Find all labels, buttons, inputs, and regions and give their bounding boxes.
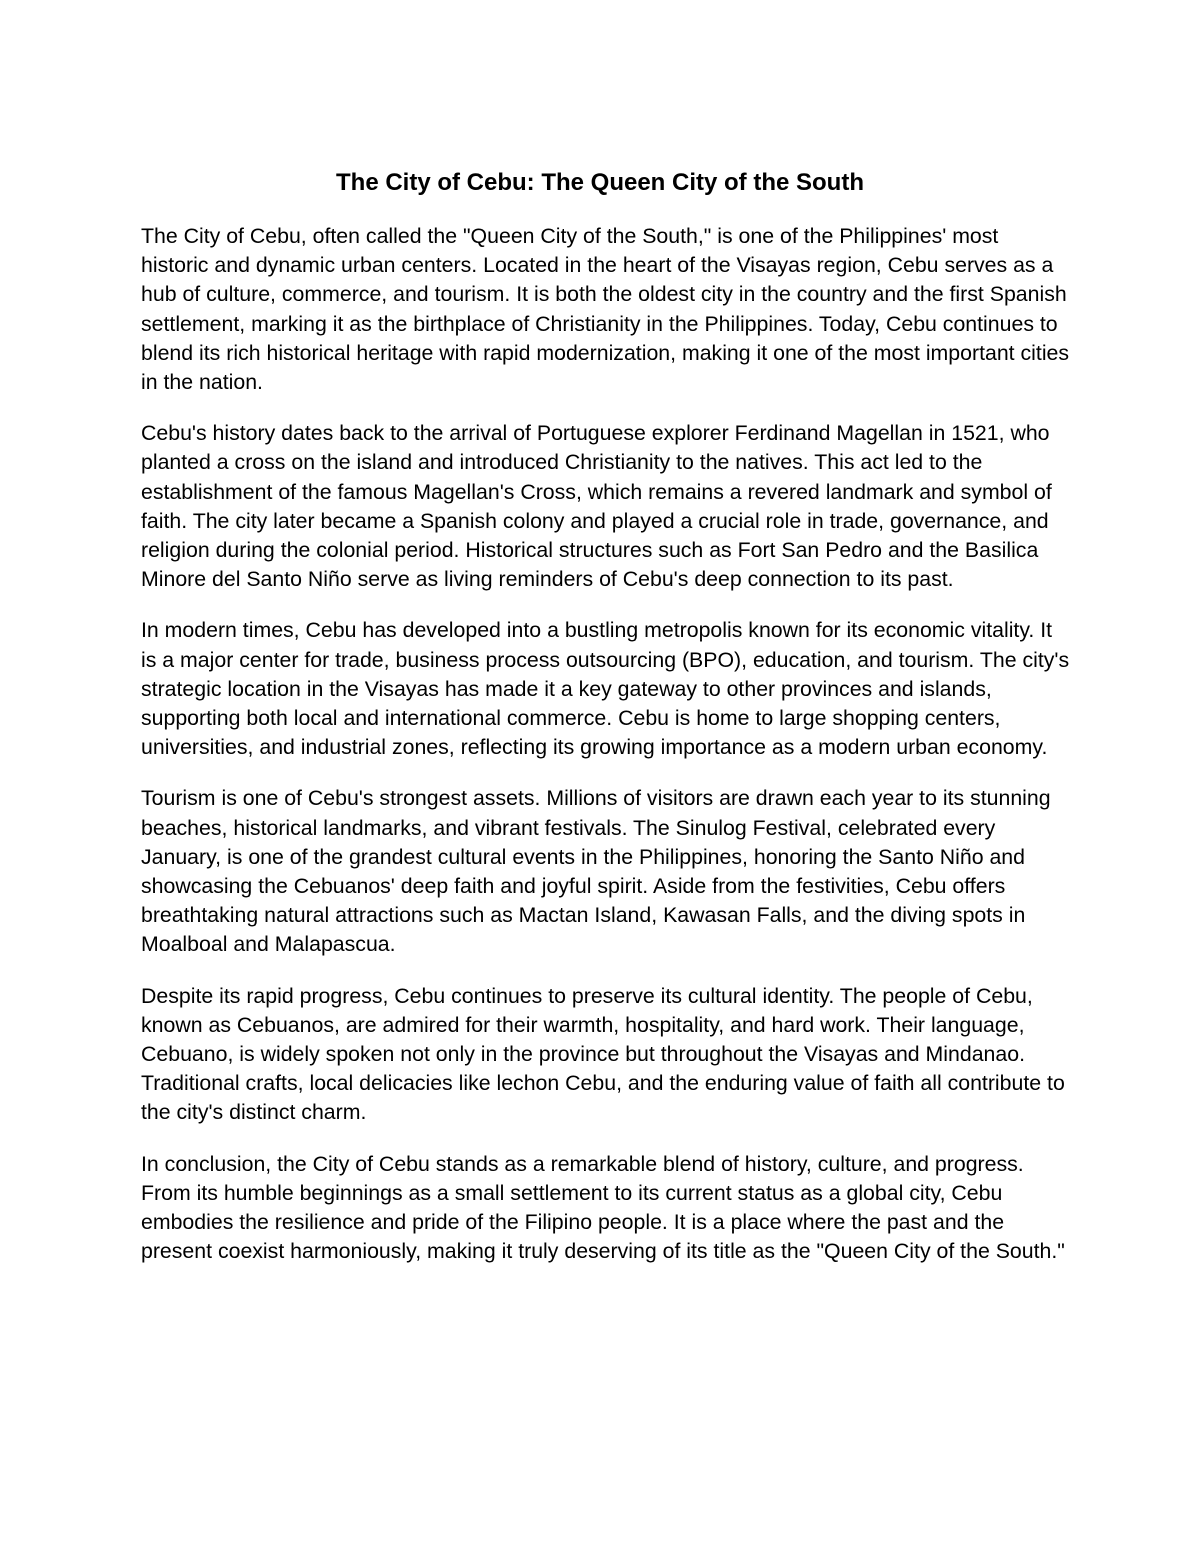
paragraph-introduction: The City of Cebu, often called the "Queen City of the South," is one of the Philippines' most historic and dynamic urban centers. Located in the heart of the Visayas region, Cebu serves as a hub of culture, commerce, and tourism. It is both the oldest city in the country and the first Spanish settlement, marking it as the birthplace of Christianity in the Philippines. Today, Cebu continues to blend its rich historical heritage with rapid modernization, making it one of the most important cities in the nation. <box>141 224 1070 395</box>
paragraph-cultural-identity: Despite its rapid progress, Cebu continues to preserve its cultural identity. The people of Cebu, known as Cebuanos, are admired for their warmth, hospitality, and hard work. Their language, Cebuano, is widely spoken not only in the province but throughout the Visayas and Mindanao. Traditional crafts, local delicacies like lechon Cebu, and the enduring value of faith all contribute to the city's distinct charm. <box>141 983 1065 1125</box>
paragraph-history: Cebu's history dates back to the arrival of Portuguese explorer Ferdinand Magellan in 1521, who planted a cross on the island and introduced Christianity to the natives. This act led to the establishment of the famous Magellan's Cross, which remains a revered landmark and symbol of faith. The city later became a Spanish colony and played a crucial role in trade, governance, and religion during the colonial period. Historical structures such as Fort San Pedro and the Basilica Minore del Santo Niño serve as living reminders of Cebu's deep connection to its past. <box>141 421 1052 592</box>
paragraph-conclusion: In conclusion, the City of Cebu stands as a remarkable blend of history, culture, and progress. From its humble beginnings as a small settlement to its current status as a global city, Cebu embodies the resilience and pride of the Filipino people. It is a place where the past and the present coexist harmoniously, making it truly deserving of its title as the "Queen City of the South." <box>141 1151 1065 1264</box>
document-title: The City of Cebu: The Queen City of the South <box>336 169 864 196</box>
paragraph-modern-times: In modern times, Cebu has developed into a bustling metropolis known for its economic vitality. It is a major center for trade, business process outsourcing (BPO), education, and tourism. The city's strategic location in the Visayas has made it a key gateway to other provinces and islands, supporting both local and international commerce. Cebu is home to large shopping centers, universities, and industrial zones, reflecting its growing importance as a modern urban economy. <box>141 618 1070 760</box>
paragraph-tourism: Tourism is one of Cebu's strongest assets. Millions of visitors are drawn each year to its stunning beaches, historical landmarks, and vibrant festivals. The Sinulog Festival, celebrated every January, is one of the grandest cultural events in the Philippines, honoring the Santo Niño and showcasing the Cebuanos' deep faith and joyful spirit. Aside from the festivities, Cebu offers breathtaking natural attractions such as Mactan Island, Kawasan Falls, and the diving spots in Moalboal and Malapascua. <box>141 786 1051 957</box>
document-body <box>141 222 1071 1289</box>
